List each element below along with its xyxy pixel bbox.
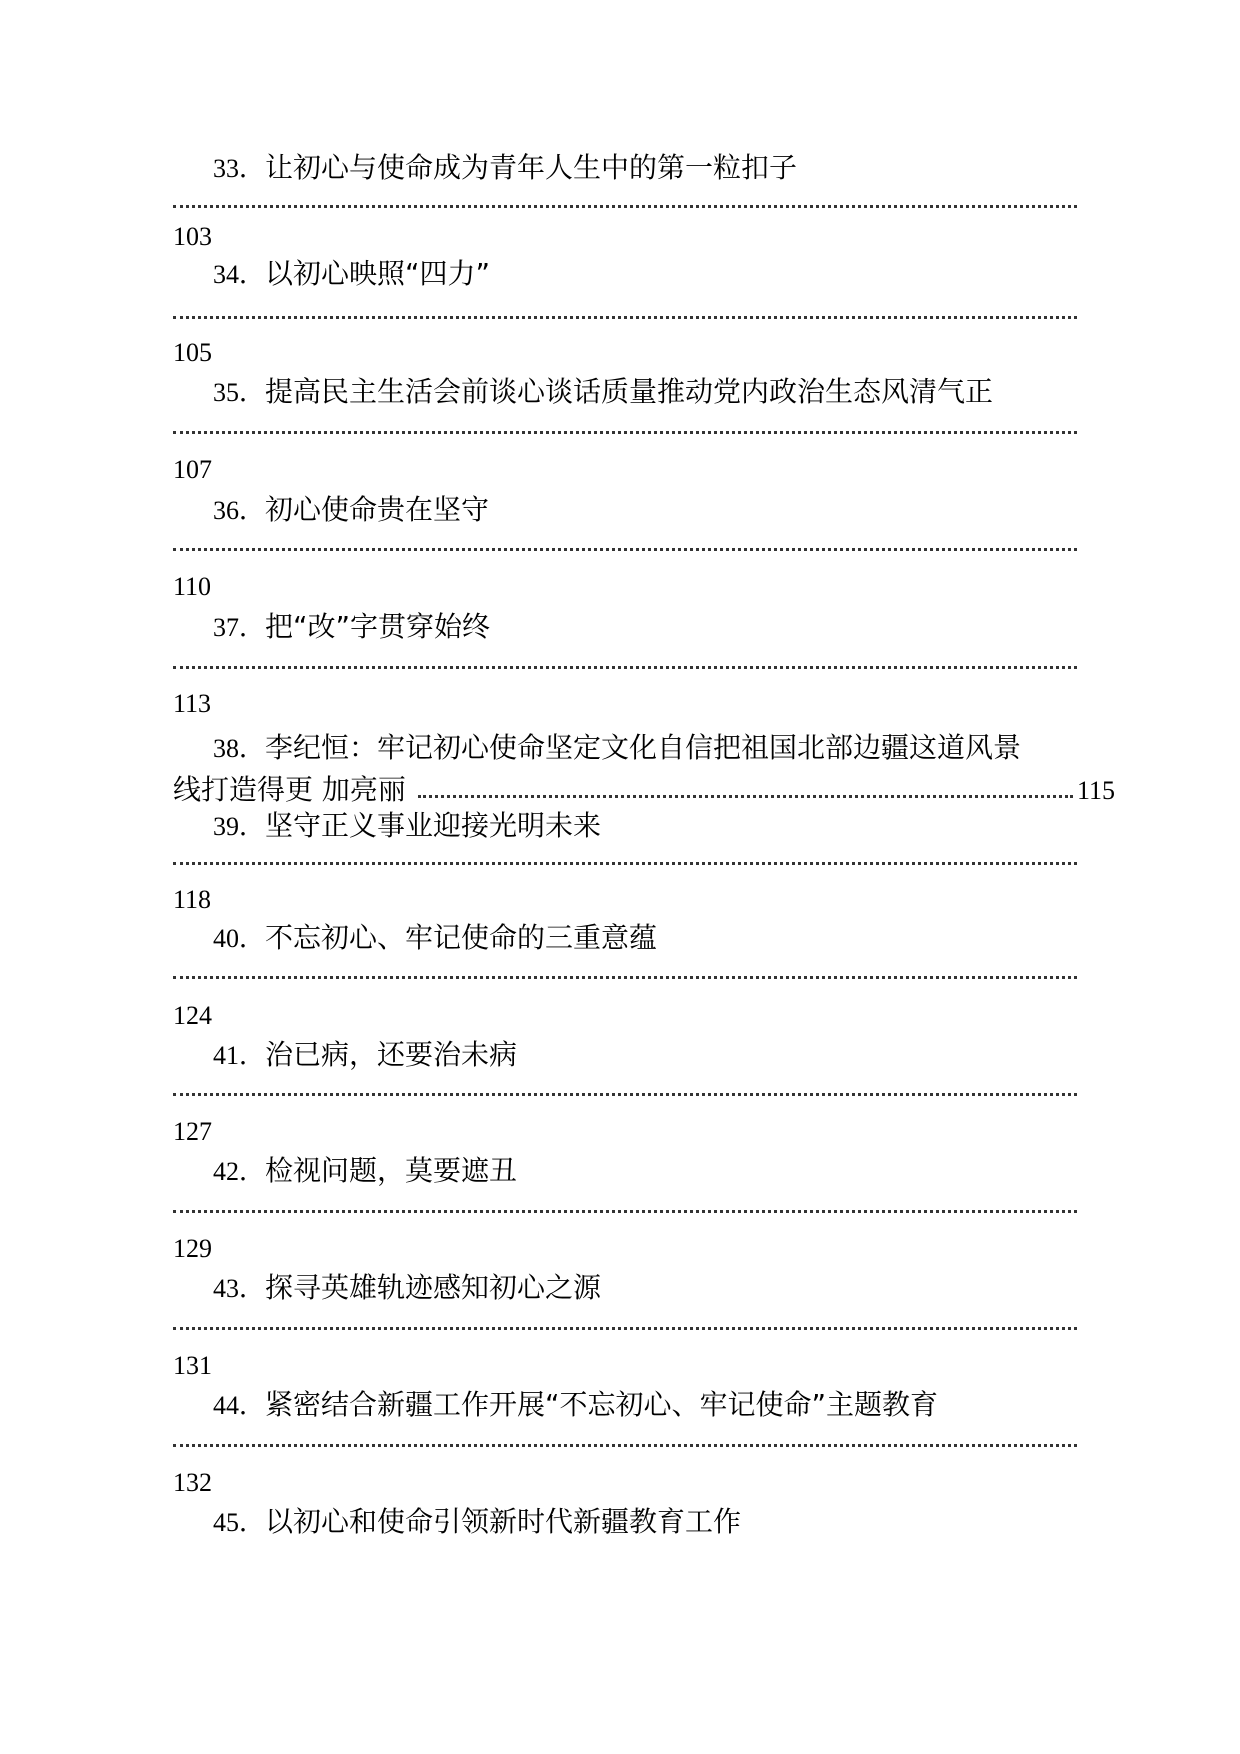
toc-entry-title <box>213 374 993 411</box>
toc-entry-text: 李纪恒：牢记初心使命坚定文化自信把祖国北部边疆这道风景 <box>265 731 1022 764</box>
toc-entry-title <box>213 730 1021 767</box>
toc-entry-number: 41． <box>213 1041 266 1070</box>
toc-entry-text-continued: 线打造得更 加亮丽 <box>173 773 406 806</box>
toc-entry-text: 提高民主生活会前谈心谈话质量推动党内政治生态风清气正 <box>265 375 994 408</box>
toc-leader-dots <box>173 666 1077 669</box>
toc-entry-title <box>213 256 490 293</box>
toc-entry-number: 44． <box>213 1391 266 1420</box>
toc-entry-number: 39． <box>213 812 266 841</box>
toc-entry-number: 43． <box>213 1274 266 1303</box>
toc-entry-number: 37． <box>213 613 266 642</box>
toc-entry-text: 坚守正义事业迎接光明未来 <box>265 809 602 842</box>
toc-page-number: 110 <box>173 572 212 601</box>
toc-page-number: 131 <box>173 1351 212 1380</box>
toc-page-number: 115 <box>1077 776 1116 805</box>
toc-entry-title <box>213 1037 517 1074</box>
toc-entry-number: 35． <box>213 378 266 407</box>
toc-entry-text: 检视问题，莫要遮丑 <box>265 1154 518 1187</box>
toc-page-number: 124 <box>173 1001 212 1030</box>
toc-entry-title <box>213 150 797 187</box>
toc-page-number: 127 <box>173 1117 212 1146</box>
toc-entry-text: 以初心和使命引领新时代新疆教育工作 <box>265 1505 742 1538</box>
toc-leader-dots <box>173 862 1077 865</box>
toc-entry-number: 40． <box>213 924 266 953</box>
toc-leader-dots <box>173 316 1077 319</box>
toc-entry-number: 45． <box>213 1508 266 1537</box>
toc-entry-text: 探寻英雄轨迹感知初心之源 <box>265 1271 602 1304</box>
toc-leader-dots <box>173 976 1077 979</box>
toc-entry-number: 42． <box>213 1157 266 1186</box>
toc-entry-title <box>213 808 601 845</box>
toc-leader-dots <box>173 1327 1077 1330</box>
toc-page-number: 129 <box>173 1234 212 1263</box>
toc-page-number: 118 <box>173 885 212 914</box>
toc-page-number: 103 <box>173 222 212 251</box>
toc-entry-number: 36． <box>213 496 266 525</box>
toc-entry-title <box>213 1270 601 1307</box>
toc-entry-text: 让初心与使命成为青年人生中的第一粒扣子 <box>265 151 798 184</box>
toc-entry-number: 34． <box>213 260 266 289</box>
toc-page-number: 113 <box>173 689 212 718</box>
toc-entry-text: 以初心映照“四力” <box>265 257 491 290</box>
toc-leader-dots <box>173 1210 1077 1213</box>
toc-entry-title <box>213 1153 517 1190</box>
toc-entry-title <box>213 920 657 957</box>
toc-leader-dots <box>173 1444 1077 1447</box>
toc-entry-title <box>213 492 489 529</box>
toc-entry-number: 33． <box>213 154 266 183</box>
toc-entry-number: 38． <box>213 734 266 763</box>
toc-page-number: 132 <box>173 1468 212 1497</box>
toc-page-number: 107 <box>173 455 212 484</box>
toc-leader-dots <box>173 1093 1077 1096</box>
toc-entry-title <box>213 609 490 646</box>
toc-leader-dots <box>173 431 1077 434</box>
toc-entry-text: 紧密结合新疆工作开展“不忘初心、牢记使命”主题教育 <box>265 1388 939 1421</box>
toc-entry-text: 治已病，还要治未病 <box>265 1038 518 1071</box>
toc-leader-dots <box>173 205 1077 208</box>
toc-page-number: 105 <box>173 338 212 367</box>
toc-entry-text: 不忘初心、牢记使命的三重意蕴 <box>265 921 658 954</box>
toc-entry-text: 初心使命贵在坚守 <box>265 493 490 526</box>
toc-entry-title <box>213 1387 938 1424</box>
toc-entry-text: 把“改”字贯穿始终 <box>265 610 491 643</box>
toc-leader-dots <box>173 548 1077 551</box>
toc-entry-title <box>213 1504 741 1541</box>
toc-leader-dots <box>418 795 1073 798</box>
